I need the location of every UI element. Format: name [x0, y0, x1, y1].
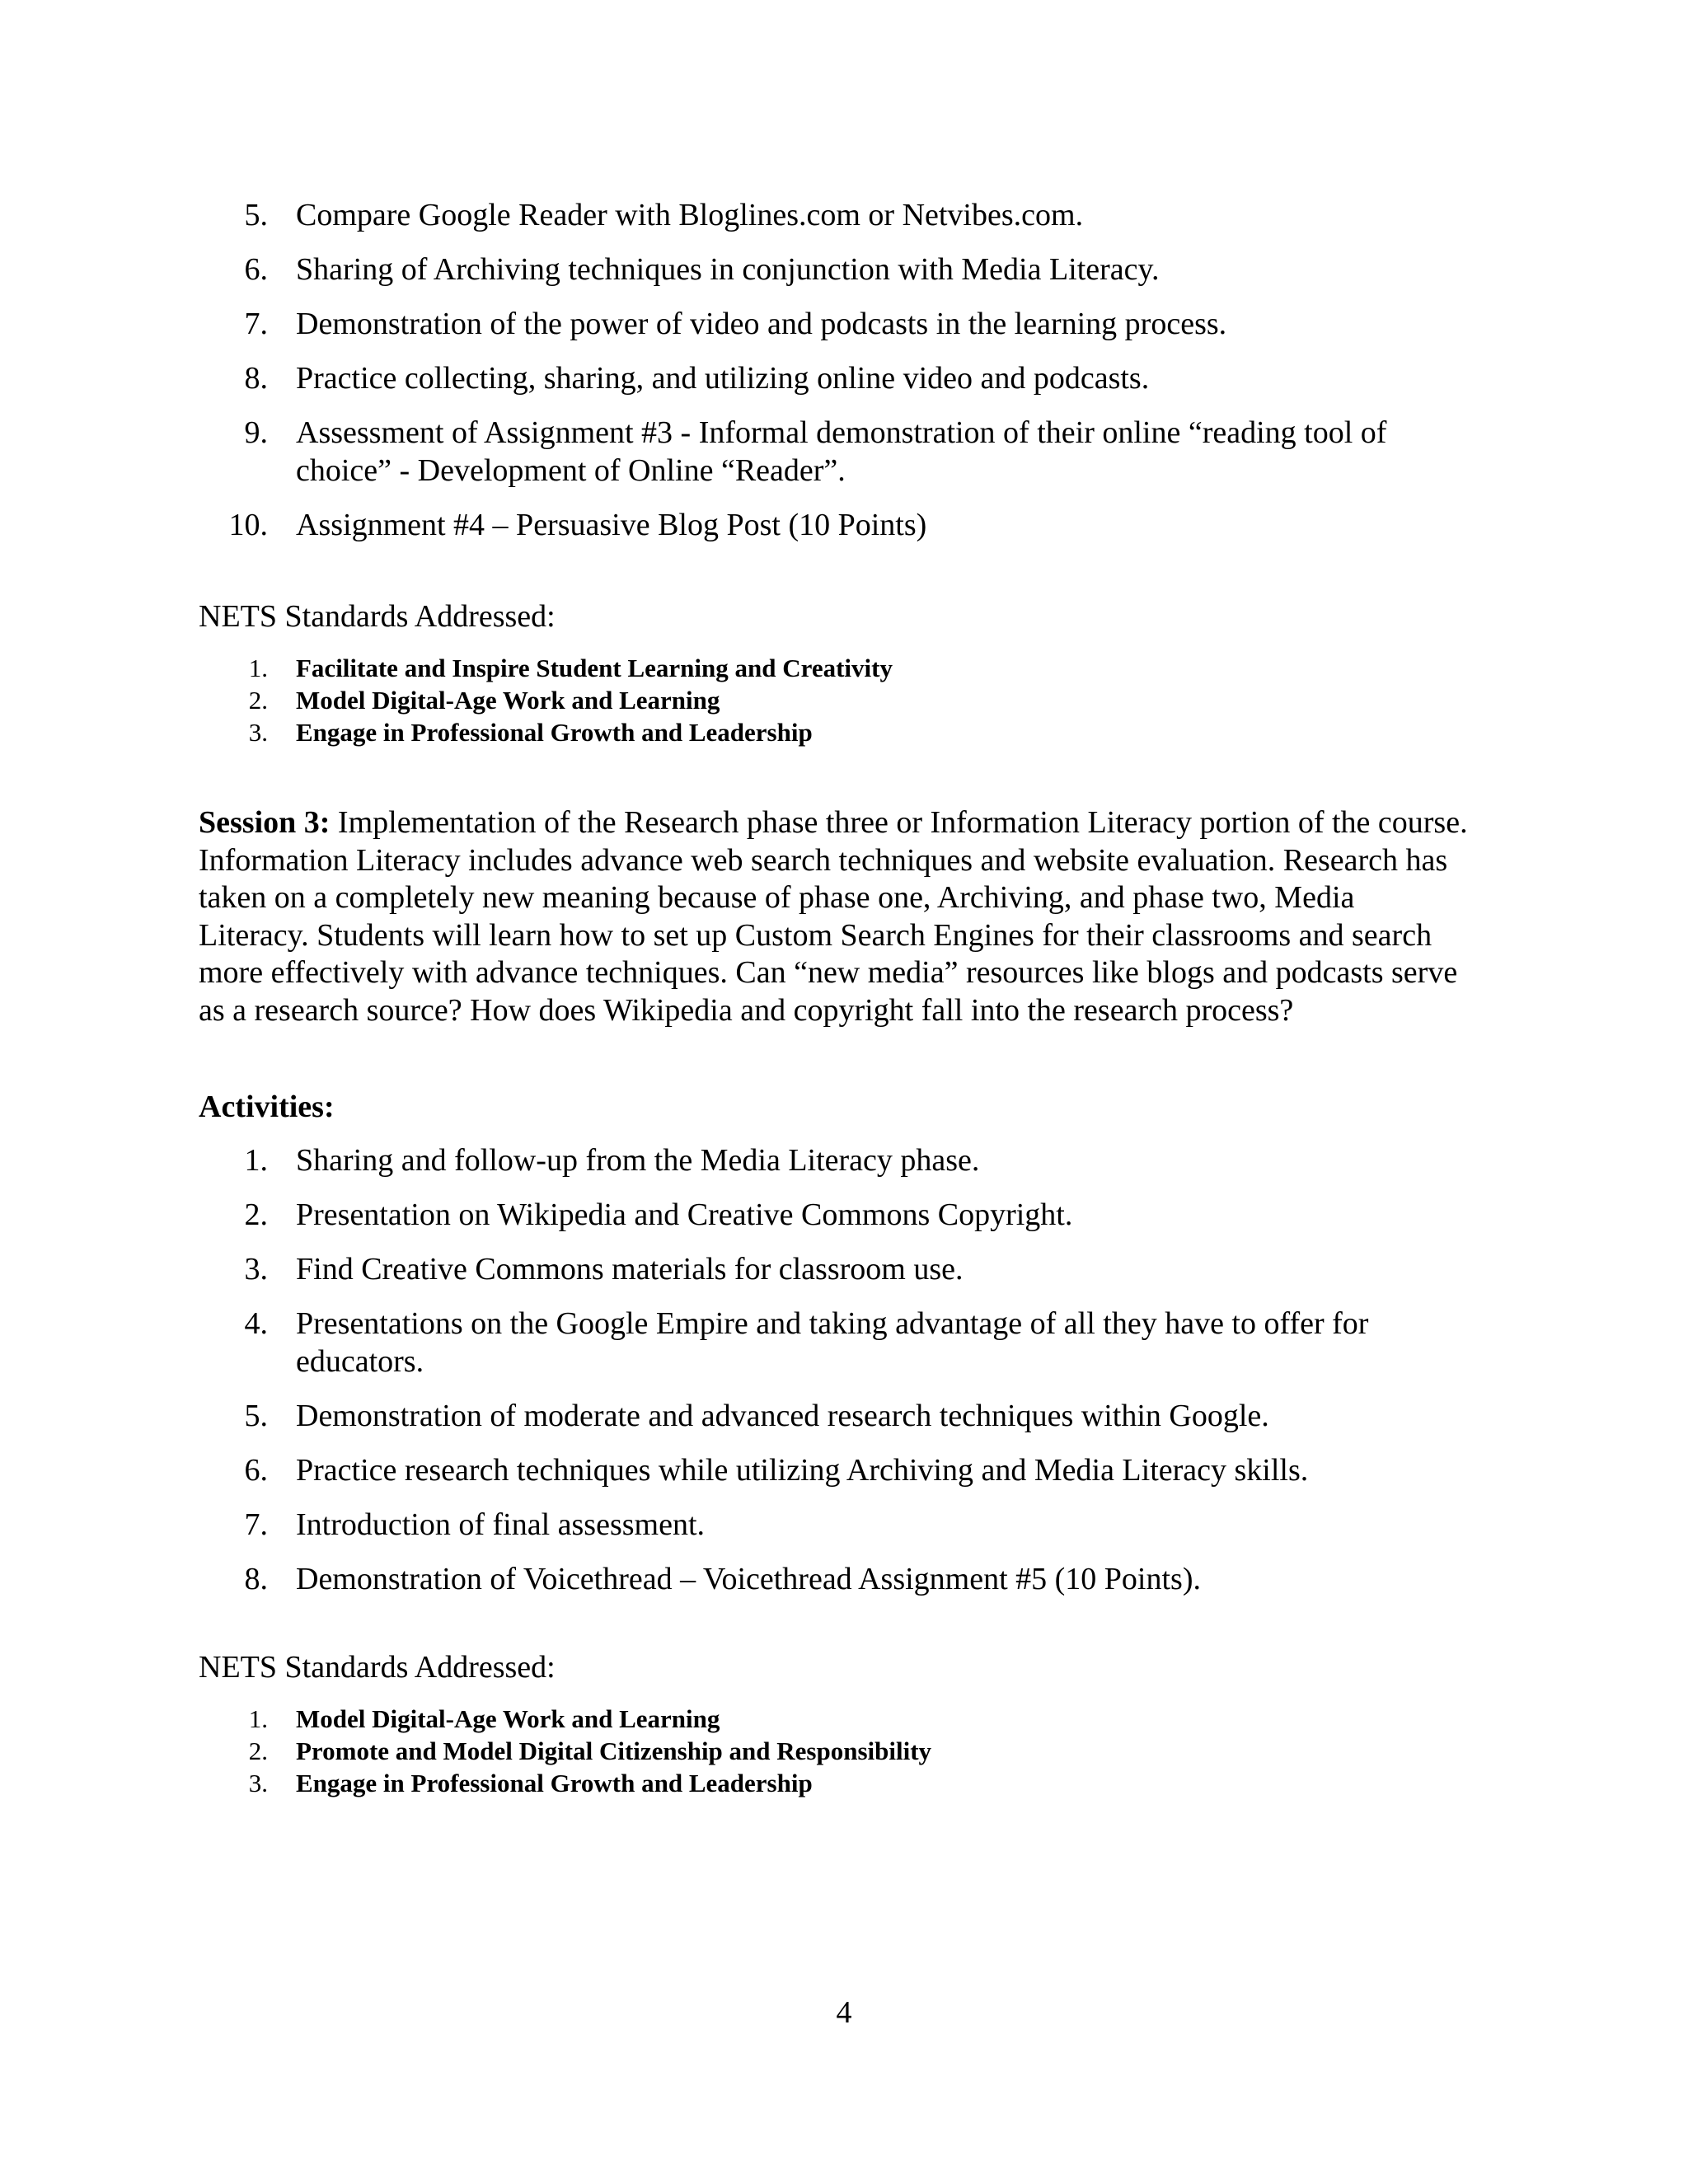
session-description: Implementation of the Research phase three or Information Literacy portion of the course. Information Literacy includes advance web search techniques and website evaluation. Research has taken on a completely new meaning because of phase one, Archiving, and phase two, Media Literacy. Students will learn how to set up Custom Search Engines for their classrooms and search more effectively with advance techniques. Can “new media” resources like blogs and podcasts serve as a research source? How does Wikipedia and copyright fall into the research process?	[199, 805, 1468, 1028]
section-heading: NETS Standards Addressed:	[199, 1650, 556, 1685]
standard-item: 1. Facilitate and Inspire Student Learning and Creativity	[248, 654, 893, 682]
list-item: 9. Assessment of Assignment #3 - Informal demonstration of their online “reading tool of choice” - Development of Online “Reader”.	[244, 415, 1387, 488]
nets-standards-section-1	[199, 598, 1484, 748]
standard-item: 2. Model Digital-Age Work and Learning	[248, 686, 720, 715]
list-item: 6. Practice research techniques while utilizing Archiving and Media Literacy skills.	[244, 1453, 1309, 1488]
standard-item: 3. Engage in Professional Growth and Leadership	[248, 718, 813, 747]
session-label: Session 3:	[199, 805, 331, 840]
list-item: 2. Presentation on Wikipedia and Creative Commons Copyright.	[244, 1197, 1073, 1232]
list-item: 7. Demonstration of the power of video and podcasts in the learning process.	[244, 307, 1227, 341]
standard-item: 3. Engage in Professional Growth and Leadership	[248, 1769, 813, 1797]
activities-list-continued	[199, 196, 1484, 560]
session-3-paragraph	[199, 804, 1468, 1029]
list-item: 5. Demonstration of moderate and advanced research techniques within Google.	[244, 1399, 1269, 1433]
activities-heading: Activities:	[199, 1090, 335, 1124]
list-item: 10. Assignment #4 – Persuasive Blog Post (10 Points)	[228, 508, 927, 542]
list-item: 3. Find Creative Commons materials for classroom use.	[244, 1252, 964, 1286]
page-number: 4	[836, 1995, 852, 2030]
list-item: 5. Compare Google Reader with Bloglines.com or Netvibes.com.	[244, 198, 1084, 232]
standard-item: 2. Promote and Model Digital Citizenship and Responsibility	[248, 1736, 932, 1765]
list-item: 4. Presentations on the Google Empire and taking advantage of all they have to offer for educators.	[244, 1306, 1369, 1379]
list-item: 7. Introduction of final assessment.	[244, 1507, 706, 1542]
section-heading: NETS Standards Addressed:	[199, 599, 556, 634]
list-item: 8. Practice collecting, sharing, and utilizing online video and podcasts.	[244, 361, 1150, 396]
list-item: 1. Sharing and follow-up from the Media Literacy phase.	[244, 1143, 980, 1178]
standard-item: 1. Model Digital-Age Work and Learning	[248, 1704, 720, 1733]
nets-standards-section-2	[199, 1648, 1484, 1799]
list-item: 8. Demonstration of Voicethread – Voicethread Assignment #5 (10 Points).	[244, 1562, 1201, 1596]
list-item: 6. Sharing of Archiving techniques in conjunction with Media Literacy.	[244, 252, 1160, 287]
activities-list	[199, 1141, 1484, 1615]
